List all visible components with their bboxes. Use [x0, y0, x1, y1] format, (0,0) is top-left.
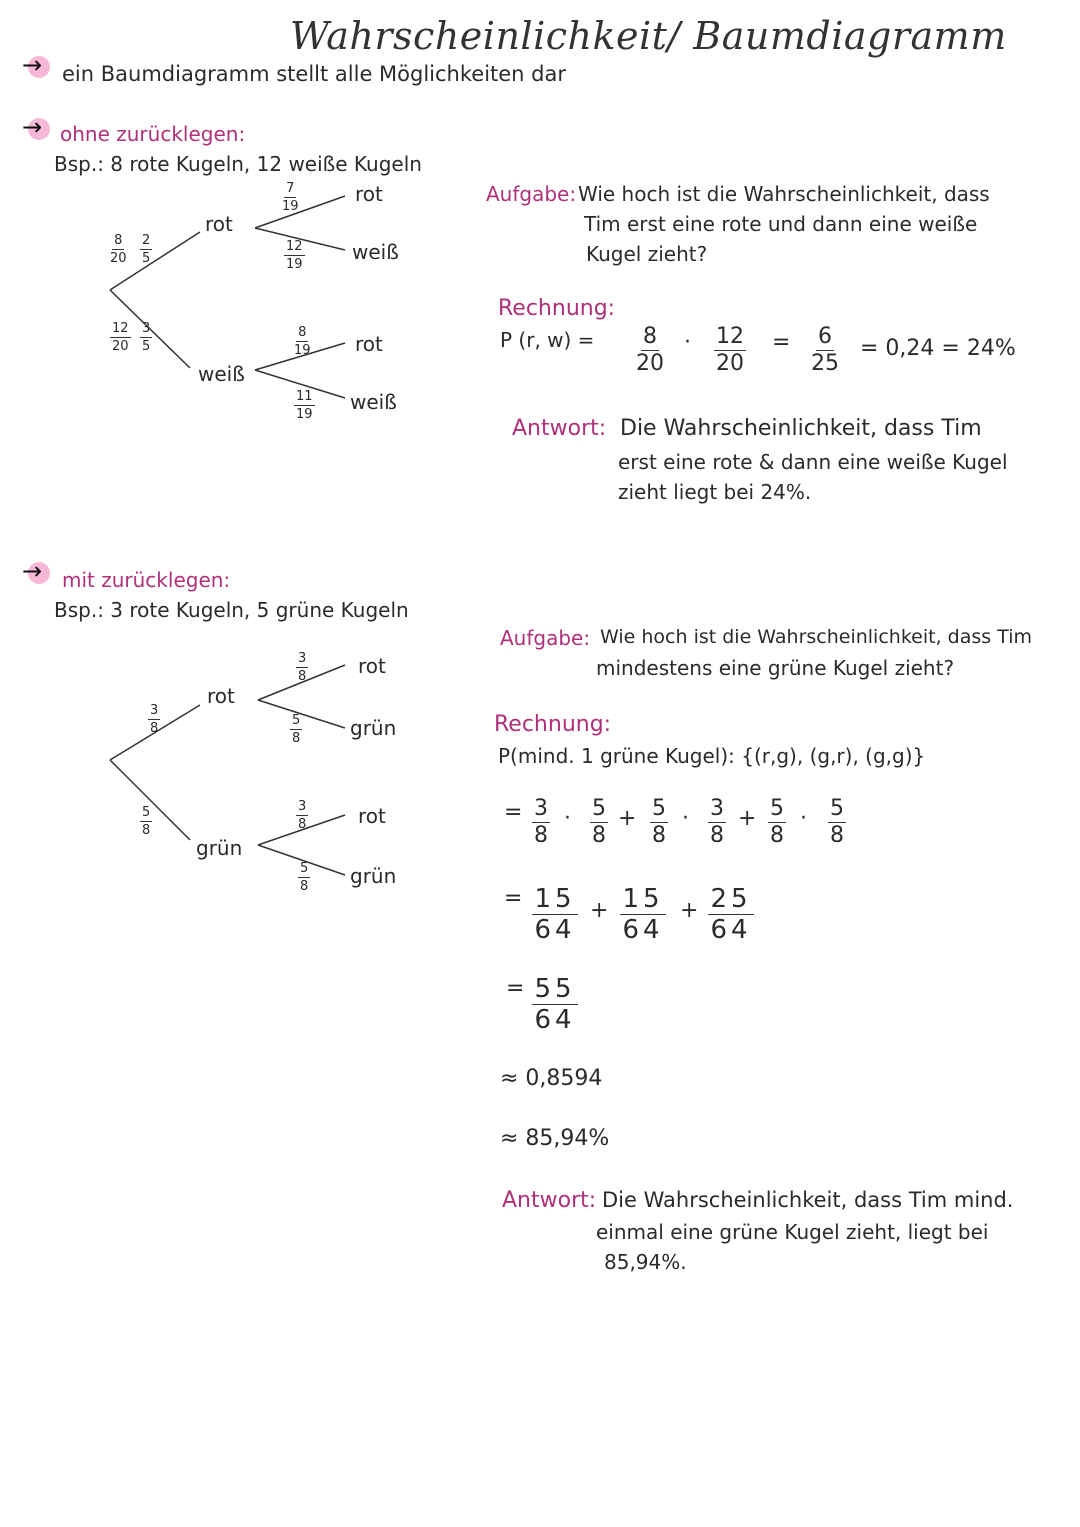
calc2-eq-3: =	[506, 976, 525, 1001]
page-title: Wahrscheinlichkeit/ Baumdiagramm	[290, 14, 1007, 58]
tree2-prob-gr: $\frac{3}{8}$	[298, 799, 307, 832]
task2-label: Aufgabe:	[500, 626, 591, 650]
tree2-leaf-rr: rot	[358, 654, 386, 678]
tree1-prob-wr: $\frac{8}{19}$	[294, 325, 311, 358]
answer2-line-1: Die Wahrscheinlichkeit, dass Tim mind.	[602, 1188, 1014, 1212]
tree2-leaf-gg: grün	[350, 864, 397, 888]
tree1-leaf-ww: weiß	[350, 390, 397, 414]
intro-text: ein Baumdiagramm stellt alle Möglichkeiten dar	[62, 62, 566, 86]
calc2-l1-frac-6: $\frac{5}{8}$	[830, 796, 844, 848]
calc1-frac-1: $\frac{8}{20}$	[636, 324, 664, 376]
calc2-eq-2: =	[504, 886, 523, 911]
calc2-l2-frac-2: $\frac{15}{64}$	[622, 884, 664, 945]
answer2-line-3: 85,94%.	[604, 1250, 687, 1274]
tree2-prob-rot: $\frac{3}{8}$	[150, 703, 159, 736]
task2-line-2: mindestens eine grüne Kugel zieht?	[596, 656, 955, 680]
calc2-l1-dot: ·	[682, 806, 689, 831]
calc2-eq-1: =	[504, 800, 523, 825]
section1-example: Bsp.: 8 rote Kugeln, 12 weiße Kugeln	[54, 152, 422, 176]
answer1-line-3: zieht liegt bei 24%.	[618, 480, 812, 504]
calc1-frac-3: $\frac{6}{25}$	[811, 324, 839, 376]
calc1-eq: =	[772, 330, 791, 355]
tree1-prob-ww: $\frac{11}{19}$	[296, 389, 313, 422]
tree1-leaf-rw: weiß	[352, 240, 399, 264]
calc1-label: Rechnung:	[498, 296, 616, 321]
calc2-l1-frac-5: $\frac{5}{8}$	[770, 796, 784, 848]
answer1-label: Antwort:	[512, 416, 607, 441]
section2-example: Bsp.: 3 rote Kugeln, 5 grüne Kugeln	[54, 598, 409, 622]
calc2-approx-2: ≈ 85,94%	[500, 1126, 610, 1151]
tree1-leaf-rr: rot	[355, 182, 383, 206]
tree2-prob-gruen: $\frac{5}{8}$	[142, 805, 151, 838]
bullet-arrow-icon: →	[22, 118, 48, 140]
section2-heading: mit zurücklegen:	[62, 568, 231, 592]
section1-heading: ohne zurücklegen:	[60, 122, 246, 146]
calc1-frac-2: $\frac{12}{20}$	[716, 324, 744, 376]
calc2-l2-plus: +	[590, 898, 609, 923]
tree2-leaf-gr: rot	[358, 804, 386, 828]
calc2-l3-frac: $\frac{55}{64}$	[534, 974, 576, 1035]
calc2-l1-plus: +	[618, 806, 637, 831]
tree1-prob-rw: $\frac{12}{19}$	[286, 239, 303, 272]
tree2-node-gruen: grün	[196, 836, 243, 860]
calc2-l1-frac-3: $\frac{5}{8}$	[652, 796, 666, 848]
tree1-node-rot: rot	[205, 212, 233, 236]
answer2-label: Antwort:	[502, 1188, 597, 1213]
task2-line-1: Wie hoch ist die Wahrscheinlichkeit, dass Tim	[600, 626, 1032, 648]
calc2-l2-plus: +	[680, 898, 699, 923]
tree1-prob-rot-a: $\frac{8}{20}$	[110, 233, 127, 266]
calc1-dot: ·	[684, 330, 691, 355]
tree2-prob-gg: $\frac{5}{8}$	[300, 861, 309, 894]
tree1-leaf-wr: rot	[355, 332, 383, 356]
calc1-result: = 0,24 = 24%	[860, 336, 1016, 361]
calc2-p: P(mind. 1 grüne Kugel): {(r,g), (g,r), (g,g)}	[498, 744, 926, 768]
tree2-prob-rr: $\frac{3}{8}$	[298, 651, 307, 684]
answer2-line-2: einmal eine grüne Kugel zieht, liegt bei	[596, 1220, 989, 1244]
calc2-approx-1: ≈ 0,8594	[500, 1066, 603, 1091]
calc2-l1-frac-4: $\frac{3}{8}$	[710, 796, 724, 848]
answer1-line-2: erst eine rote & dann eine weiße Kugel	[618, 450, 1008, 474]
tree2-leaf-rg: grün	[350, 716, 397, 740]
calc2-l1-plus: +	[738, 806, 757, 831]
calc2-l1-frac-2: $\frac{5}{8}$	[592, 796, 606, 848]
calc2-l2-frac-3: $\frac{25}{64}$	[710, 884, 752, 945]
bullet-arrow-icon: →	[22, 562, 48, 584]
calc1-p: P (r, w) =	[500, 328, 595, 352]
tree1-prob-weiss-a: $\frac{12}{20}$	[112, 321, 129, 354]
tree1-prob-weiss-b: $\frac{3}{5}$	[142, 321, 151, 354]
calc2-l1-frac-1: $\frac{3}{8}$	[534, 796, 548, 848]
bullet-arrow-icon: →	[22, 56, 48, 78]
calc2-l1-dot: ·	[800, 806, 807, 831]
calc2-l2-frac-1: $\frac{15}{64}$	[534, 884, 576, 945]
calc2-label: Rechnung:	[494, 712, 612, 737]
tree1-node-weiss: weiß	[198, 362, 245, 386]
answer1-line-1: Die Wahrscheinlichkeit, dass Tim	[620, 416, 982, 441]
task1-line-1: Wie hoch ist die Wahrscheinlichkeit, dass	[578, 182, 990, 206]
task1-label: Aufgabe:	[486, 182, 577, 206]
tree1-prob-rr: $\frac{7}{19}$	[282, 181, 299, 214]
task1-line-2: Tim erst eine rote und dann eine weiße	[584, 212, 978, 236]
tree2-node-rot: rot	[207, 684, 235, 708]
task1-line-3: Kugel zieht?	[586, 242, 708, 266]
tree1-prob-rot-b: $\frac{2}{5}$	[142, 233, 151, 266]
calc2-l1-dot: ·	[564, 806, 571, 831]
tree2-prob-rg: $\frac{5}{8}$	[292, 713, 301, 746]
